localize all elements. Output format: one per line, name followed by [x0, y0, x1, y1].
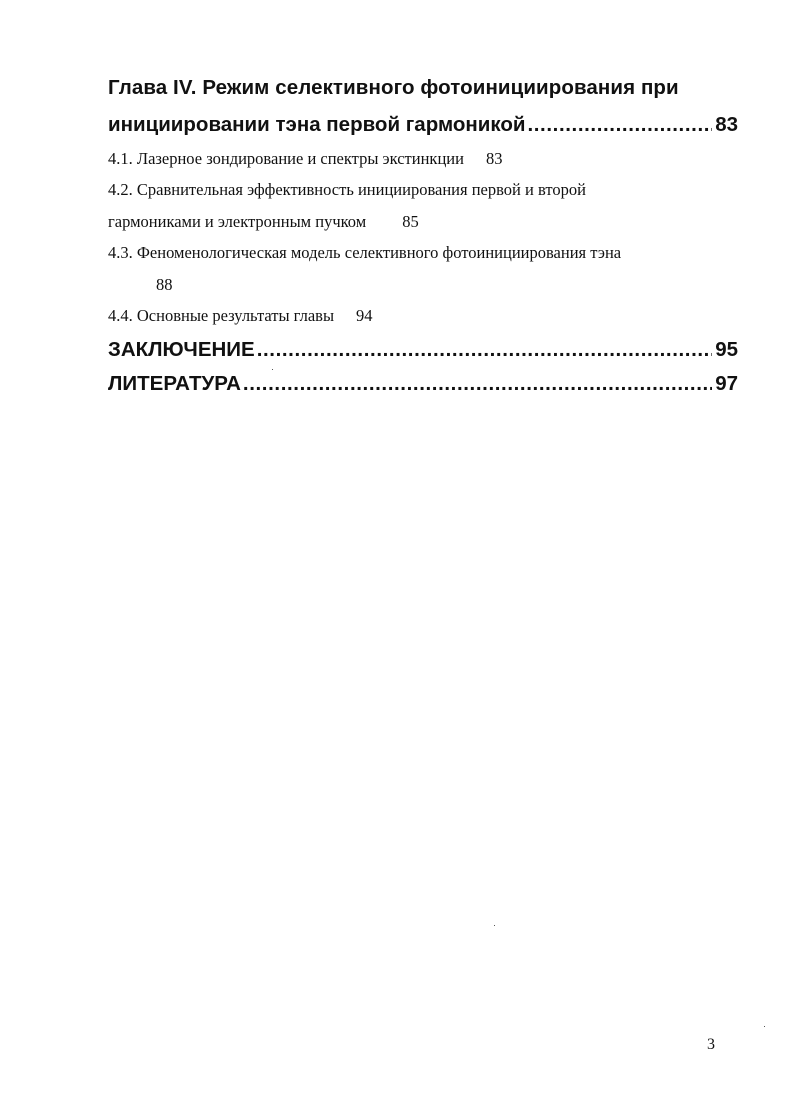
section-4-4-page-number: 94: [356, 306, 373, 325]
scan-speck: [494, 925, 495, 926]
dot-leader: [257, 338, 712, 362]
chapter-4-toc-entry[interactable]: [108, 113, 738, 137]
section-4-2-title-line2: гармониками и электронным пучком: [108, 212, 367, 231]
chapter-4-title-line2: инициировании тэна первой гармоникой: [108, 113, 526, 136]
chapter-4-title-line1: Глава IV. Режим селективного фотоинициирования при: [108, 76, 679, 99]
section-4-2-page-number: 85: [402, 212, 419, 231]
dot-leader: [527, 113, 712, 137]
section-4-2-title-line1: 4.2. Сравнительная эффективность инициирования первой и второй: [108, 180, 586, 199]
section-4-1-title: 4.1. Лазерное зондирование и спектры экстинкции: [108, 149, 464, 168]
scan-speck: [272, 369, 273, 370]
scan-speck: [764, 1026, 765, 1027]
section-4-4-title: 4.4. Основные результаты главы: [108, 306, 335, 325]
conclusion-toc-entry[interactable]: [108, 338, 738, 362]
section-4-3-title: 4.3. Феноменологическая модель селективного фотоинициирования тэна: [108, 243, 622, 262]
section-4-4-entry[interactable]: [108, 306, 373, 326]
section-4-1-page-number: 83: [485, 149, 503, 168]
section-4-1-entry[interactable]: [108, 149, 502, 169]
literature-toc-entry[interactable]: [108, 372, 738, 396]
literature-page-number: 97: [715, 372, 738, 395]
conclusion-page-number: 95: [715, 338, 738, 361]
section-4-2-entry-line1[interactable]: [108, 180, 586, 200]
page-number: 3: [707, 1036, 715, 1053]
conclusion-label: ЗАКЛЮЧЕНИЕ: [108, 338, 255, 361]
section-4-2-entry-line2[interactable]: [108, 212, 419, 232]
chapter-4-page-number: 83: [715, 113, 738, 136]
section-4-3-page-number: 88: [156, 275, 173, 294]
section-4-3-entry[interactable]: [108, 243, 621, 263]
literature-label: ЛИТЕРАТУРА: [108, 372, 241, 395]
dot-leader: [243, 372, 712, 396]
